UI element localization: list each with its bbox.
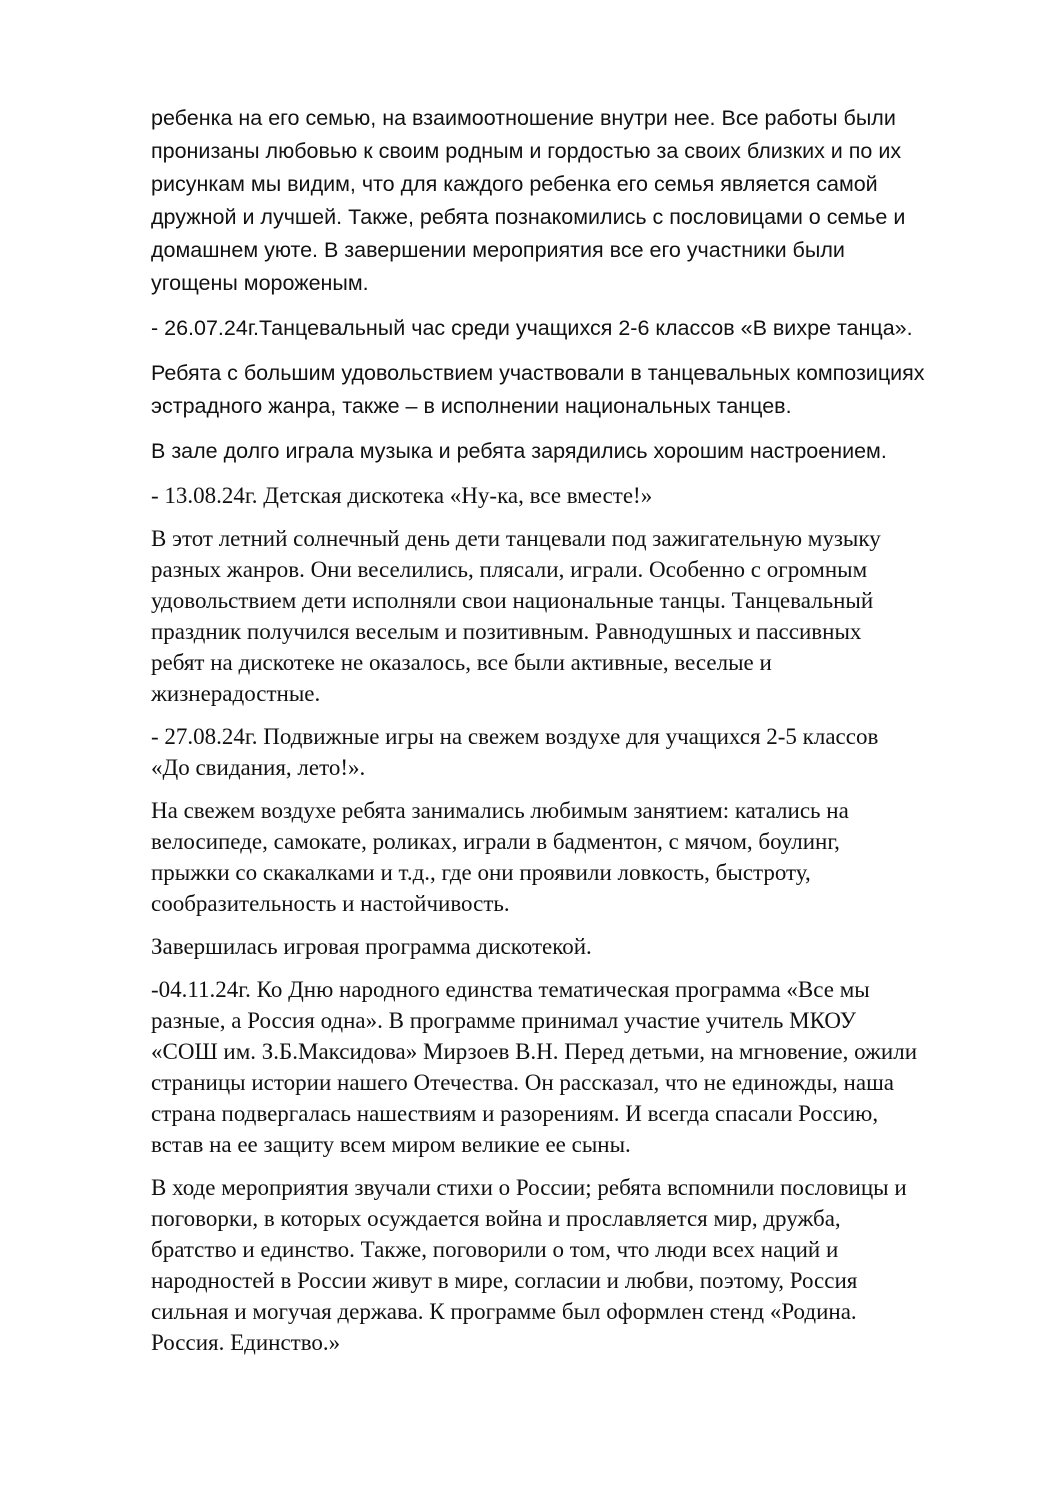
document-body (151, 102, 1001, 1370)
paragraph-outdoor-activities: На свежем воздухе ребята занимались любимым занятием: катались на велосипеде, самокате, роликах, играли в бадментон, с мячом, боулинг, прыжки со скакалками и т.д., где они проявили ловкость, быстроту, сообразительность и настойчивость. (151, 798, 849, 916)
event-outdoor-games: - 27.08.24г. Подвижные игры на свежем воздухе для учащихся 2-5 классов «До свидания, лето!». (151, 724, 879, 780)
paragraph-music-mood: В зале долго играла музыка и ребята зарядились хорошим настроением. (151, 439, 887, 463)
event-unity-day: -04.11.24г. Ко Дню народного единства тематическая программа «Все мы разные, а Россия одна». В программе принимал участие учитель МКОУ «СОШ им. З.Б.Максидова» Мирзоев В.Н. Перед детьми, на мгновение, ожили страницы истории нашего Отечества. Он рассказал, что не единожды, наша страна подвергалась нашествиям и разорениям. И всегда спасали Россию, встав на ее защиту всем миром великие ее сыны. (151, 977, 918, 1157)
paragraph-unity-day-details: В ходе мероприятия звучали стихи о России; ребята вспомнили пословицы и поговорки, в которых осуждается война и прославляется мир, дружба, братство и единство. Также, поговорили о том, что люди всех наций и народностей в России живут в мире, согласии и любви, поэтому, Россия сильная и могучая держава. К программе был оформлен стенд «Родина. Россия. Единство.» (151, 1175, 907, 1355)
paragraph-family-drawings: ребенка на его семью, на взаимоотношение внутри нее. Все работы были пронизаны любовью к своим родным и гордостью за своих близких и по их рисункам мы видим, что для каждого ребенка его семья является самой дружной и лучшей. Также, ребята познакомились с пословицами о семье и домашнем уюте. В завершении мероприятия все его участники были угощены мороженым. (151, 106, 906, 295)
event-kids-disco: - 13.08.24г. Детская дискотека «Ну-ка, все вместе!» (151, 483, 653, 508)
event-dance-hour: - 26.07.24г.Танцевальный час среди учащихся 2-6 классов «В вихре танца». (151, 316, 913, 340)
paragraph-dance-compositions: Ребята с большим удовольствием участвовали в танцевальных композициях эстрадного жанра, также – в исполнении национальных танцев. (151, 361, 925, 418)
paragraph-disco-description: В этот летний солнечный день дети танцевали под зажигательную музыку разных жанров. Они веселились, плясали, играли. Особенно с огромным удовольствием дети исполняли свои национальные танцы. Танцевальный праздник получился веселым и позитивным. Равнодушных и пассивных ребят на дискотеке не оказалось, все были активные, веселые и жизнерадостные. (151, 526, 881, 706)
paragraph-program-ending: Завершилась игровая программа дискотекой. (151, 934, 592, 959)
